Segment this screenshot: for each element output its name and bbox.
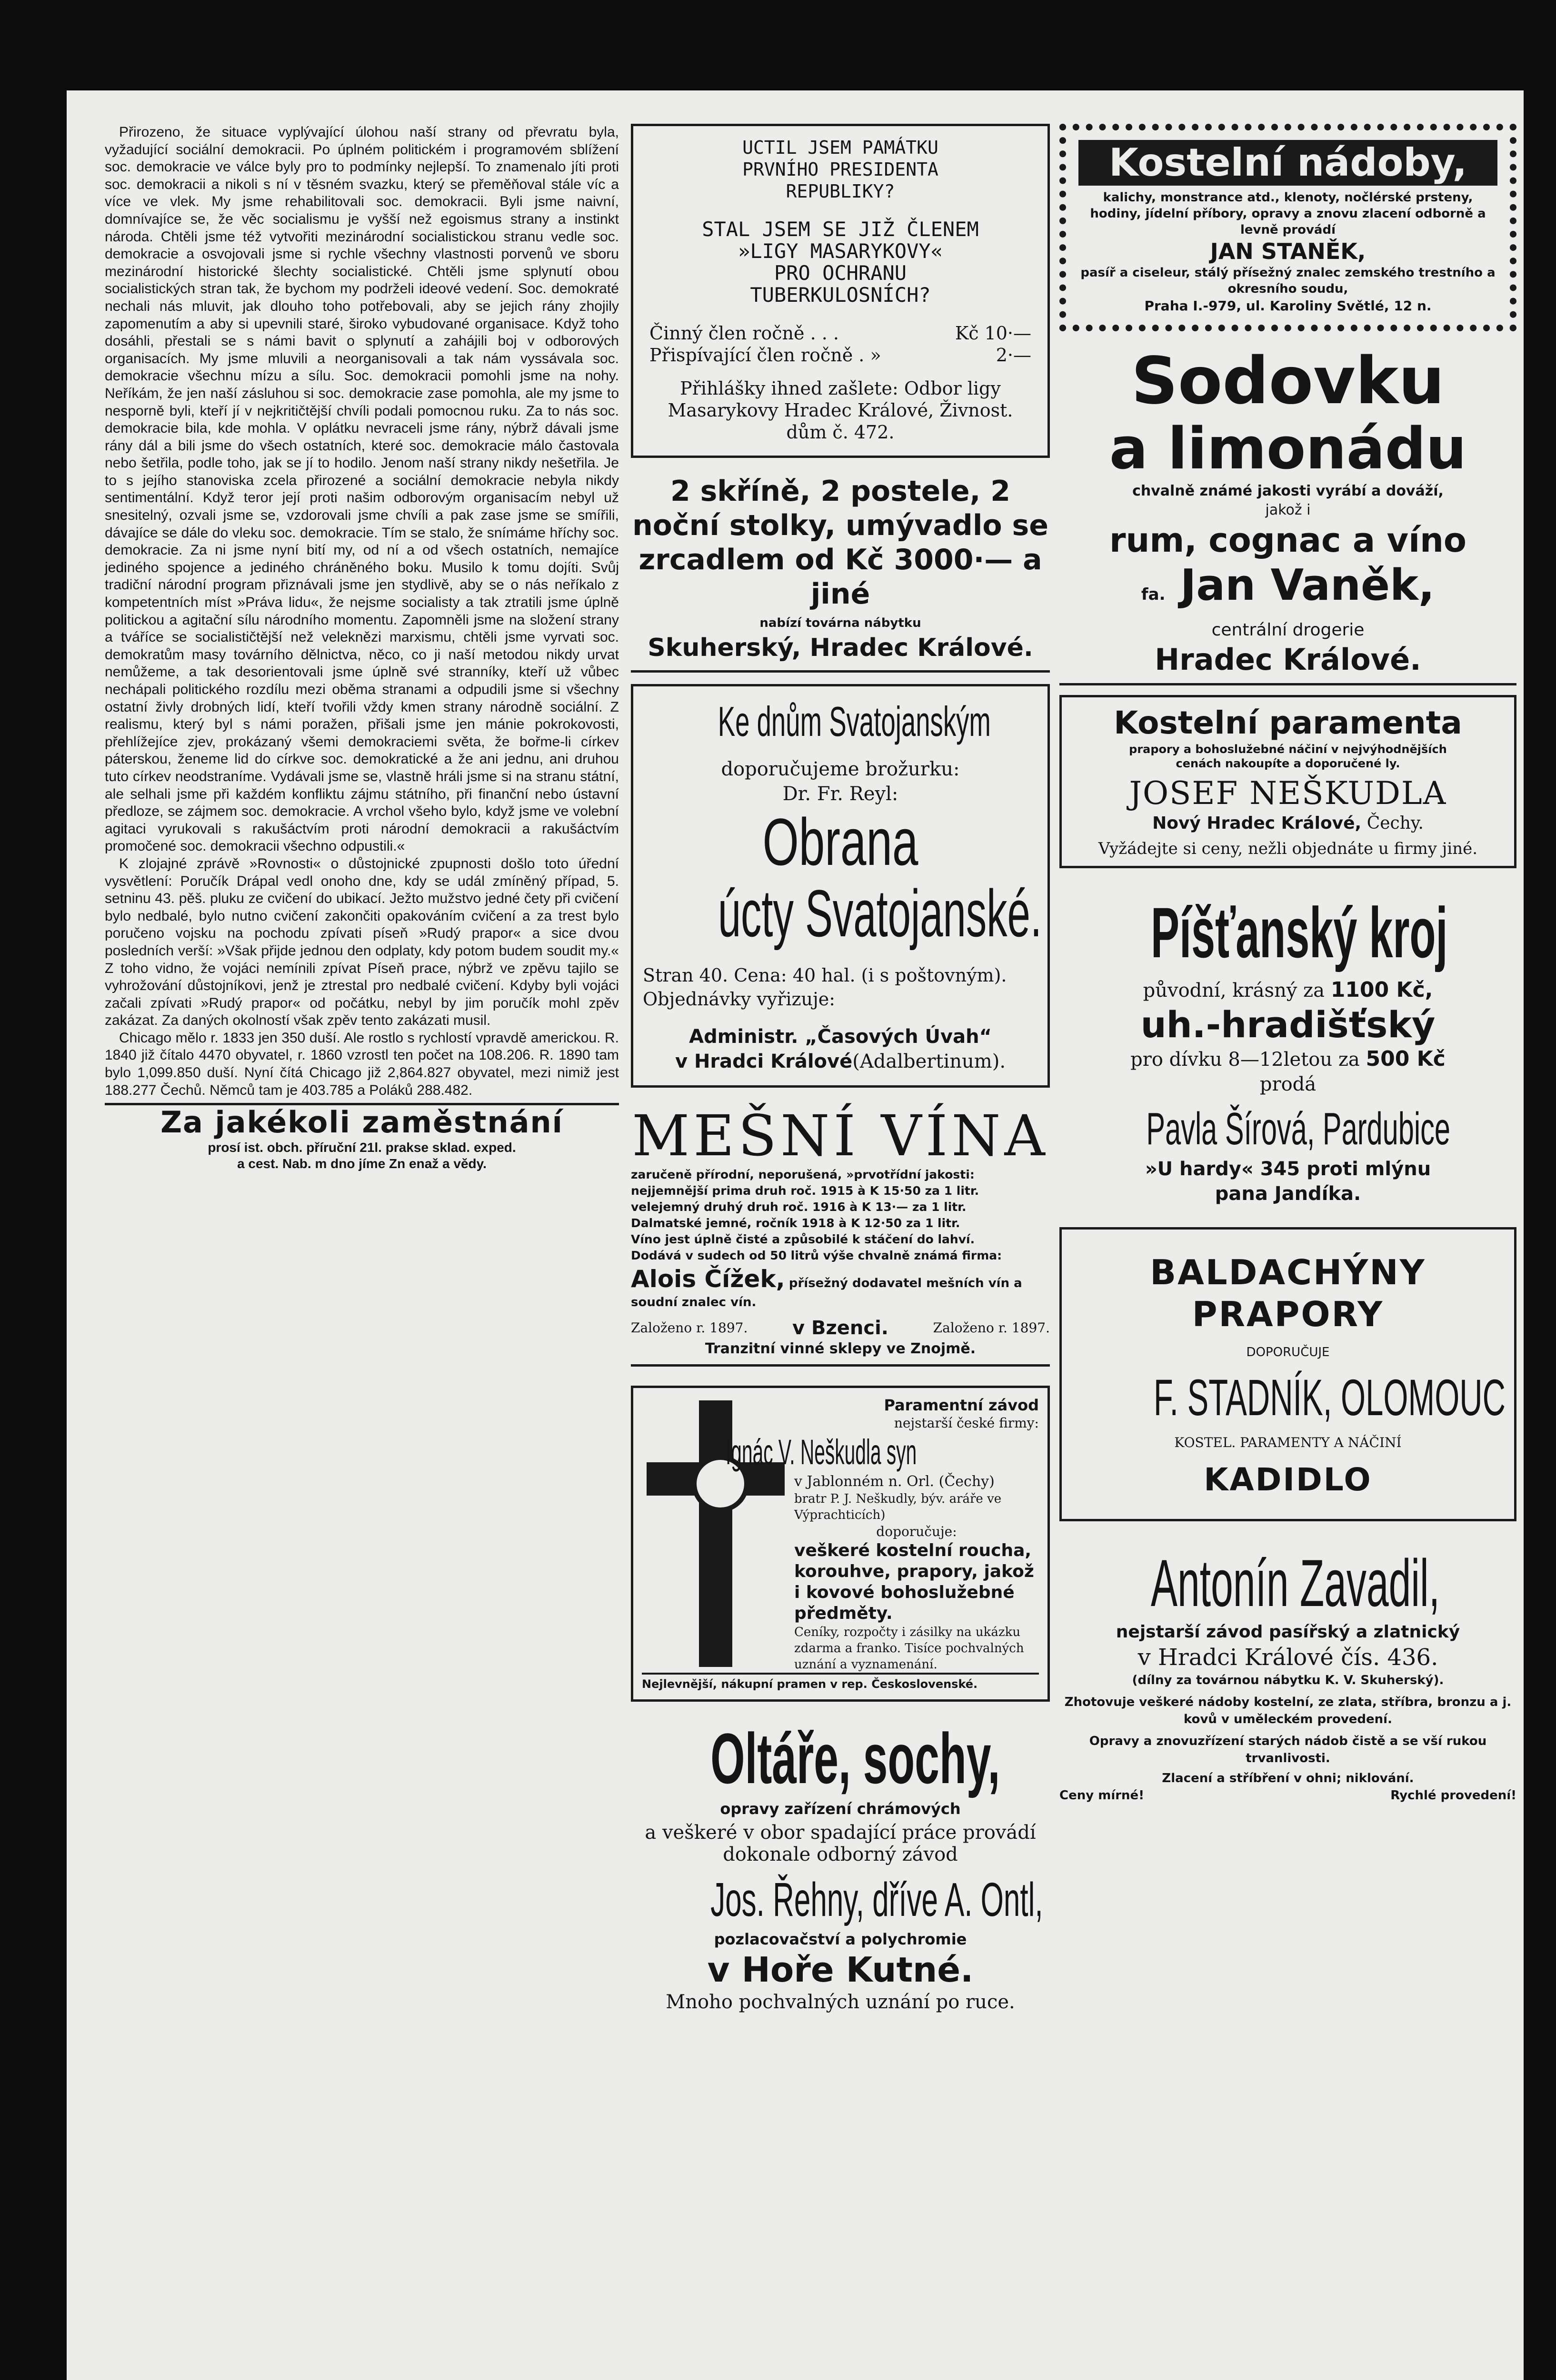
job-ad-line: a cest. Nab. m dno jíme Zn enaž a vědy. <box>237 1156 487 1171</box>
masaryk-line: UCTIL JSEM PAMÁTKU <box>742 137 938 158</box>
zavadil-line: Ceny mírné! <box>1059 1788 1145 1803</box>
zavadil-line: Opravy a znovuzřízení starých nádob čistě a se vší rukou trvanlivosti. <box>1089 1734 1487 1765</box>
masaryk-line: STAL JSEM SE JIŽ ČLENEM <box>702 218 979 241</box>
zavadil-address: v Hradci Králové čís. 436. <box>1137 1644 1438 1671</box>
kostelni-name: JAN STANĚK, <box>1210 238 1366 264</box>
kroj-line: prodá <box>1259 1073 1317 1095</box>
zavadil-line: nejstarší závod pasířský a zlatnický <box>1116 1622 1460 1642</box>
svatojanske-title: Ke dnům Svatojanským <box>718 698 991 745</box>
kroj-line-1 <box>1059 978 1516 1003</box>
ontl-name: Jos. Řehny, dříve A. Ontl, <box>710 1873 1043 1926</box>
wine-founded-row <box>631 1318 1050 1339</box>
neskudla-top2: nejstarší české firmy: <box>894 1415 1039 1431</box>
stadnik-line: KOSTEL. PARAMENTY A NÁČINÍ <box>1174 1435 1402 1450</box>
paramenta-city-row <box>1070 813 1506 834</box>
paramenta-name: JOSEF NEŠKUDLA <box>1129 775 1447 812</box>
zavadil-bottom-row <box>1059 1787 1516 1804</box>
book-title: Obrana <box>762 804 918 879</box>
ontl-city: v Hoře Kutné. <box>707 1950 974 1990</box>
ontl-line: Mnoho pochvalných uznání po ruce. <box>666 1991 1015 2013</box>
admin-note: (Adalbertinum). <box>852 1051 1006 1072</box>
vanek-name: Jan Vaněk, <box>1180 560 1435 610</box>
kroj-title: Píšťanský kroj <box>1151 892 1448 972</box>
svatojanske-ad <box>631 684 1050 1088</box>
article-column <box>105 124 619 1172</box>
kroj-line: »U hardy« 345 proti mlýnu <box>1145 1158 1431 1180</box>
wine-line: Dalmatské jemné, ročník 1918 à K 12·50 za 1 litr. <box>631 1216 960 1230</box>
vanek-headline: a limonádu <box>1109 416 1467 482</box>
furniture-note: nabízí továrna nábytku <box>759 616 921 630</box>
wine-cellars: Tranzitní vinné sklepy ve Znojmě. <box>705 1340 976 1357</box>
fee-value: Kč 10·— <box>955 323 1031 344</box>
stadnik-ad <box>1059 1227 1516 1521</box>
article-paragraph: Chicago mělo r. 1833 jen 350 duší. Ale rostlo s rychlostí vpravdě americkou. R. 1840 již čítalo 4470 obyvatel, r. 1860 vzrostl ten počet na 108.206. R. 1890 tam bylo 1,099.850 duší. Nyní čítá Chicago již 2,864.827 obyvatel, mezi nimiž jest 188.277 Čechů. Němců tam je 403.785 a Poláků 288.482. <box>105 1030 619 1098</box>
paramenta-country: Čechy. <box>1366 813 1424 833</box>
neskudla-place: v Jablonném n. Orl. (Čechy) <box>794 1473 995 1490</box>
ontl-ad <box>631 1718 1050 2014</box>
kroj-region: uh.-hradišťský <box>1140 1003 1436 1046</box>
fee-value: 2·— <box>996 345 1031 366</box>
kroj-seller: Pavla Šírová, Pardubice <box>1146 1103 1450 1154</box>
paramenta-line: cenách nakoupíte a doporučené ly. <box>1176 757 1400 770</box>
newspaper-page <box>67 90 1524 2380</box>
vanek-products: rum, cognac a víno <box>1109 521 1467 560</box>
masaryk-line: PRO OCHRANU <box>774 261 907 285</box>
divider <box>631 670 1050 673</box>
paramenta-city: Nový Hradec Králové, <box>1152 813 1362 833</box>
neskudla-bottom: Nejlevnější, nákupní pramen v rep. Československé. <box>642 1673 1039 1692</box>
job-ad-line: prosí ist. obch. příruční 21l. prakse sklad. exped. <box>208 1140 516 1155</box>
article-paragraph: K zlojajné zprávě »Rovnosti« o důstojnické zpupnosti došlo toto úřední vysvětlení: Poručík Drápal vedl onoho dne, kdy se udál zmíněný případ, 5. setninu 43. pěš. pluku ze cvičení do ubikací. Ježto mužstvo jedné čety při cvičení bylo nedbalé, bylo nutno cvičení zakončiti opakováním cvičení a za trest bylo poručeno vojsku na pochodu zpívati píseň »Rudý prapor« a sice dvou posledních verší: »Však přijde jednou den odplaty, kdy potom budem soudit my.« Z toho vidno, že vojáci nemínili zpívat Píseň prace, nýbrž ve zpěvu tajilo se vyhrožování důstojníkovi, jenž je ztrestal pro nedbalé cvičení. Kdyby byli vojáci začali zpívati »Rudý prapor« od počátku, nebyl by jim poručík mohl zpěv zakázat. Za daných okolností však zpěv tento zakázati musil. <box>105 855 619 1029</box>
stadnik-headline: PRAPORY <box>1192 1294 1384 1334</box>
ontl-line: a veškeré v obor spadající práce provádí dokonale odborný závod <box>645 1822 1036 1865</box>
neskudla-top: Paramentní závod <box>884 1396 1039 1414</box>
wine-firm-row <box>631 1265 1050 1312</box>
wine-founded: Založeno r. 1897. <box>631 1320 748 1336</box>
book-price: Stran 40. Cena: 40 hal. (i s poštovným). Objednávky vyřizuje: <box>643 965 1007 1010</box>
admin-name: Administr. „Časových Úvah“ <box>689 1026 992 1048</box>
zavadil-line: Zhotovuje veškeré nádoby kostelní, ze zlata, stříbra, bronzu a j. kovů v uměleckém provedení. <box>1064 1695 1512 1726</box>
wine-title: MEŠNÍ VÍNA <box>632 1103 1049 1169</box>
svatojanske-recommend: doporučujeme brožurku: <box>721 758 960 780</box>
ads-column-right <box>1059 124 1516 1804</box>
kostelni-title: Kostelní nádoby, <box>1078 140 1497 186</box>
divider <box>631 1364 1050 1367</box>
zavadil-name: Antonín Zavadil, <box>1151 1546 1440 1620</box>
paramenta-line: prapory a bohoslužebné náčiní v nejvýhodnějších <box>1129 743 1447 756</box>
wine-firm-desc: přísežný dodavatel mešních vín a soudní znalec vín. <box>631 1276 1022 1309</box>
fee-row <box>649 322 1031 344</box>
kroj-price: 1100 Kč, <box>1330 978 1433 1002</box>
wine-line: Dodává v sudech od 50 litrů výše chvalně známá firma: <box>631 1249 1002 1262</box>
kroj-ad <box>1059 892 1516 1206</box>
wine-line: velejemný druhý druh roč. 1916 à K 13·— za 1 litr. <box>631 1200 967 1214</box>
masaryk-line: TUBERKULOSNÍCH? <box>750 283 931 307</box>
neskudla-line: bratr P. J. Neškudly, býv. aráře ve Výprachticích) <box>794 1492 1002 1522</box>
kroj-line: pana Jandíka. <box>1215 1183 1361 1205</box>
neskudla-name: Ignác V. Neškudla syn <box>726 1432 917 1472</box>
furniture-offer: 2 skříně, 2 postele, 2 noční stolky, umývadlo se zrcadlem od Kč 3000·— a jiné <box>632 475 1048 611</box>
masaryk-note: Přihlášky ihned zašlete: Odbor ligy Masarykovy Hradec Králové, Živnost. dům č. 472. <box>668 378 1013 443</box>
ads-column-middle <box>631 124 1050 2014</box>
fee-label: Přispívající člen ročně . » <box>649 345 881 366</box>
admin-city: v Hradci Králové <box>675 1051 853 1072</box>
stadnik-line: DOPORUČUJE <box>1246 1345 1330 1359</box>
stadnik-headline: KADIDLO <box>1204 1461 1372 1498</box>
neskudla-line: Ceníky, rozpočty i zásilky na ukázku zdarma a franko. Tisíce pochvalných uznání a vyznamenání. <box>794 1625 1024 1672</box>
divider <box>1059 683 1516 685</box>
ontl-line: opravy zařízení chrámových <box>720 1800 961 1818</box>
zavadil-line: Zlacení a stříbření v ohni; niklování. <box>1162 1771 1414 1785</box>
ontl-title: Oltáře, sochy, <box>710 1718 1000 1798</box>
zavadil-line: Rychlé provedení! <box>1390 1788 1516 1803</box>
fee-label: Činný člen ročně . . . <box>649 323 839 344</box>
vanek-city: Hradec Králové. <box>1155 642 1421 677</box>
kroj-line: původní, krásný za <box>1143 980 1325 1002</box>
svatojanske-author: Dr. Fr. Reyl: <box>782 783 898 805</box>
article-paragraph: Přirozeno, že situace vyplývající úlohou naší strany od převratu byla, vyžadující sociální demokracii. Po úplném politickém i programovém sblížení soc. demokracie ve válce byly pro to podmínky nejlepší. To znamenalo jíti proti soc. demokracii a nikoli s ní v těsném svazku, který se přeměňoval stále víc a více ve vlek. My jsme rehabilitovali soc. demokracii. Byli jsme naivní, domnívajíce se, že věc socialismu je vyšší než egoismus strany a instinkt národa. Chtěli jsme též vytvořiti mezinárodní socialistickou stranu vedle soc. demokracie a osvojovali jsme si rychle všechny vlastnosti porvenů ve sboru mezinárodní historické šlechty socialistické. Chtěli jsme splynutí obou socialistických stran tak, že bychom my podrželi ideové vedení. Soc. demokraté nechali nás mluvit, jak dlouho toho potřebovali, aby se jejich rány zhojily zapomenutím a aby si upevnili staré, široko vybudované organisace. Když toho dosáhli, přestali se s námi bavit o splynutí a zahájili boj v odborových organisacích. My jsme mluvili a neorganisovali a tak nám vyssávala soc. demokracie všechnu mízu a sílu. Soc. demokracii pomohli jsme na nohy. Neříkám, že jen naší zásluhou si soc. demokracie zase pomohla, ale my jsme to nesporně byli, kteří jí v nejkritičtější chvíli podali pomocnou ruku. Za to nás soc. demokracie bila, kde mohla. V oplátku nevraceli jsme rány, nýbrž dávali jsme rány dál a bili jsme do všech ostatních, které soc. demokracie málo častovala nebo šetřila, podle toho, jak se jí to hodilo. Jenom naší strany nikdy nešetřila. Je to s jejího stanoviska zcela přirozené a sociální demokracie nebyla nikdy sentimentální. Když teror její proti našim odborovým organisacím nebyl už snesitelný, ozvali jsme se, vzdorovali jsme chvíli a pak zase jsme se smířili, dávajíce se dále do vleku soc. demokracie. Tím se stalo, že snímáme hříchy soc. demokracie. Za ni jsme nyní bití my, od ní a od všech ostatních, nemajíce jediného spojence a jediného chráněného boku. Musilo k tomu dojíti. Svůj tradiční národní program přiznávali jsme jen stydlivě, aby se o nás neříkalo z kompetentních míst »Práva lidu«, že nejsme socialisty a tak ztratili jsme úplně politickou a agitační sílu národního momentu. Zapomněli jsme na složení strany a tváříce se socialističtější než veleknězi marxismu, chtěli jsme vyrvati soc. demokratům masy továrního dělnictva, něco, co ji naší metodou nikdy urvat nemůžeme, a tak desorientovali jsme úplně své stranníky, kteří už vůbec nechápali politického rozdílu mezi oběma stranami a odpudili jsme si všechny ostatní živly drobných lidí, kteří tvořili vždy kmen strany národně sociální. Z realismu, který byl s námi poražen, přišali jsme jen mánie pokrokovosti, přehlížejíce zjev, prokázaný všemi demokraciemi světa, že bořme-li církev páterskou, ženeme lid do církve soc. demokratické a že ani jednu, ani druhou tuto církev neodstraníme. Vydávali jsme se, vlastně hráli jsme si na stranu státní, ale selhali jsme při každém konfliktu zájmu státního, při finanční nebo ústavní předloze, se zájmem soc. demokracie. A vrchol všeho bylo, když jsme ve volební agitaci vyrukovali s rakušáctvím proti národní demokracii a rakušáctvím promočené soc. demokracii všechno odpustili.« <box>105 124 619 854</box>
masaryk-line: »LIGY MASARYKOVY« <box>738 239 943 263</box>
ontl-line: pozlacovačství a polychromie <box>714 1930 967 1948</box>
vanek-ad <box>1059 346 1516 678</box>
paramenta-line: Vyžádejte si ceny, nežli objednáte u firmy jiné. <box>1098 839 1478 858</box>
wine-ad <box>631 1105 1050 1359</box>
wine-place: v Bzenci. <box>792 1317 888 1339</box>
kroj-price: 500 Kč <box>1366 1047 1446 1071</box>
kroj-line-2 <box>1059 1047 1516 1072</box>
book-title: úcty Svatojanské. <box>718 876 1042 951</box>
admin-place <box>643 1049 1038 1074</box>
stadnik-headline: BALDACHÝNY <box>1150 1252 1426 1292</box>
paramenta-title: Kostelní paramenta <box>1114 704 1462 741</box>
kostelni-address: Praha I.-979, ul. Karoliny Světlé, 12 n. <box>1144 298 1432 314</box>
kroj-line: pro dívku 8—12letou za <box>1130 1049 1360 1071</box>
neskudla-line: doporučuje: <box>876 1524 957 1539</box>
vanek-line: chvalně známé jakosti vyrábí a dováží, <box>1132 483 1444 499</box>
zavadil-ad <box>1059 1545 1516 1804</box>
furniture-firm: Skuherský, Hradec Králové. <box>648 634 1033 662</box>
masaryk-line: REPUBLIKY? <box>786 181 895 202</box>
wine-firm: Alois Čížek, <box>631 1265 785 1293</box>
fee-row <box>649 344 1031 366</box>
masaryk-line: PRVNÍHO PRESIDENTA <box>742 159 938 180</box>
wine-founded: Založeno r. 1897. <box>933 1320 1050 1336</box>
wine-line: nejjemnější prima druh roč. 1915 à K 15·50 za 1 litr. <box>631 1184 979 1198</box>
neskudla-paramenta-ad <box>1059 695 1516 868</box>
vanek-fa: fa. <box>1141 585 1166 604</box>
vanek-line: centrální drogerie <box>1211 620 1365 640</box>
wine-line: zaručeně přírodní, neporušená, »prvotřídní jakosti: <box>631 1168 975 1181</box>
vanek-headline: Sodovku <box>1131 344 1445 419</box>
neskudla-syn-ad <box>631 1386 1050 1702</box>
neskudla-goods: veškeré kostelní roucha, korouhve, prapory, jakož i kovové bohoslužebné předměty. <box>794 1541 1034 1623</box>
vanek-name-row <box>1059 561 1516 619</box>
kostelni-line: kalichy, monstrance atd., klenoty, nočlérské prsteny, hodiny, jídelní příbory, opravy a znovu zlacení odborně a levně provádí <box>1090 190 1486 237</box>
wine-line: Víno jest úplně čisté a způsobilé k stáčení do lahví. <box>631 1232 975 1246</box>
skuhersky-ad <box>631 474 1050 664</box>
kostelni-nadoby-ad <box>1059 124 1516 331</box>
vanek-line: jakož i <box>1265 502 1311 518</box>
kostelni-line: pasíř a ciseleur, stálý přísežný znalec zemského trestního a okresního soudu, <box>1080 266 1496 296</box>
zavadil-line: (dílny za továrnou nábytku K. V. Skuherský). <box>1132 1673 1444 1687</box>
masaryk-league-ad <box>631 124 1050 458</box>
job-ad-headline: Za jakékoli zaměstnání <box>160 1105 563 1140</box>
stadnik-name: F. STADNÍK, OLOMOUC <box>1153 1368 1506 1426</box>
